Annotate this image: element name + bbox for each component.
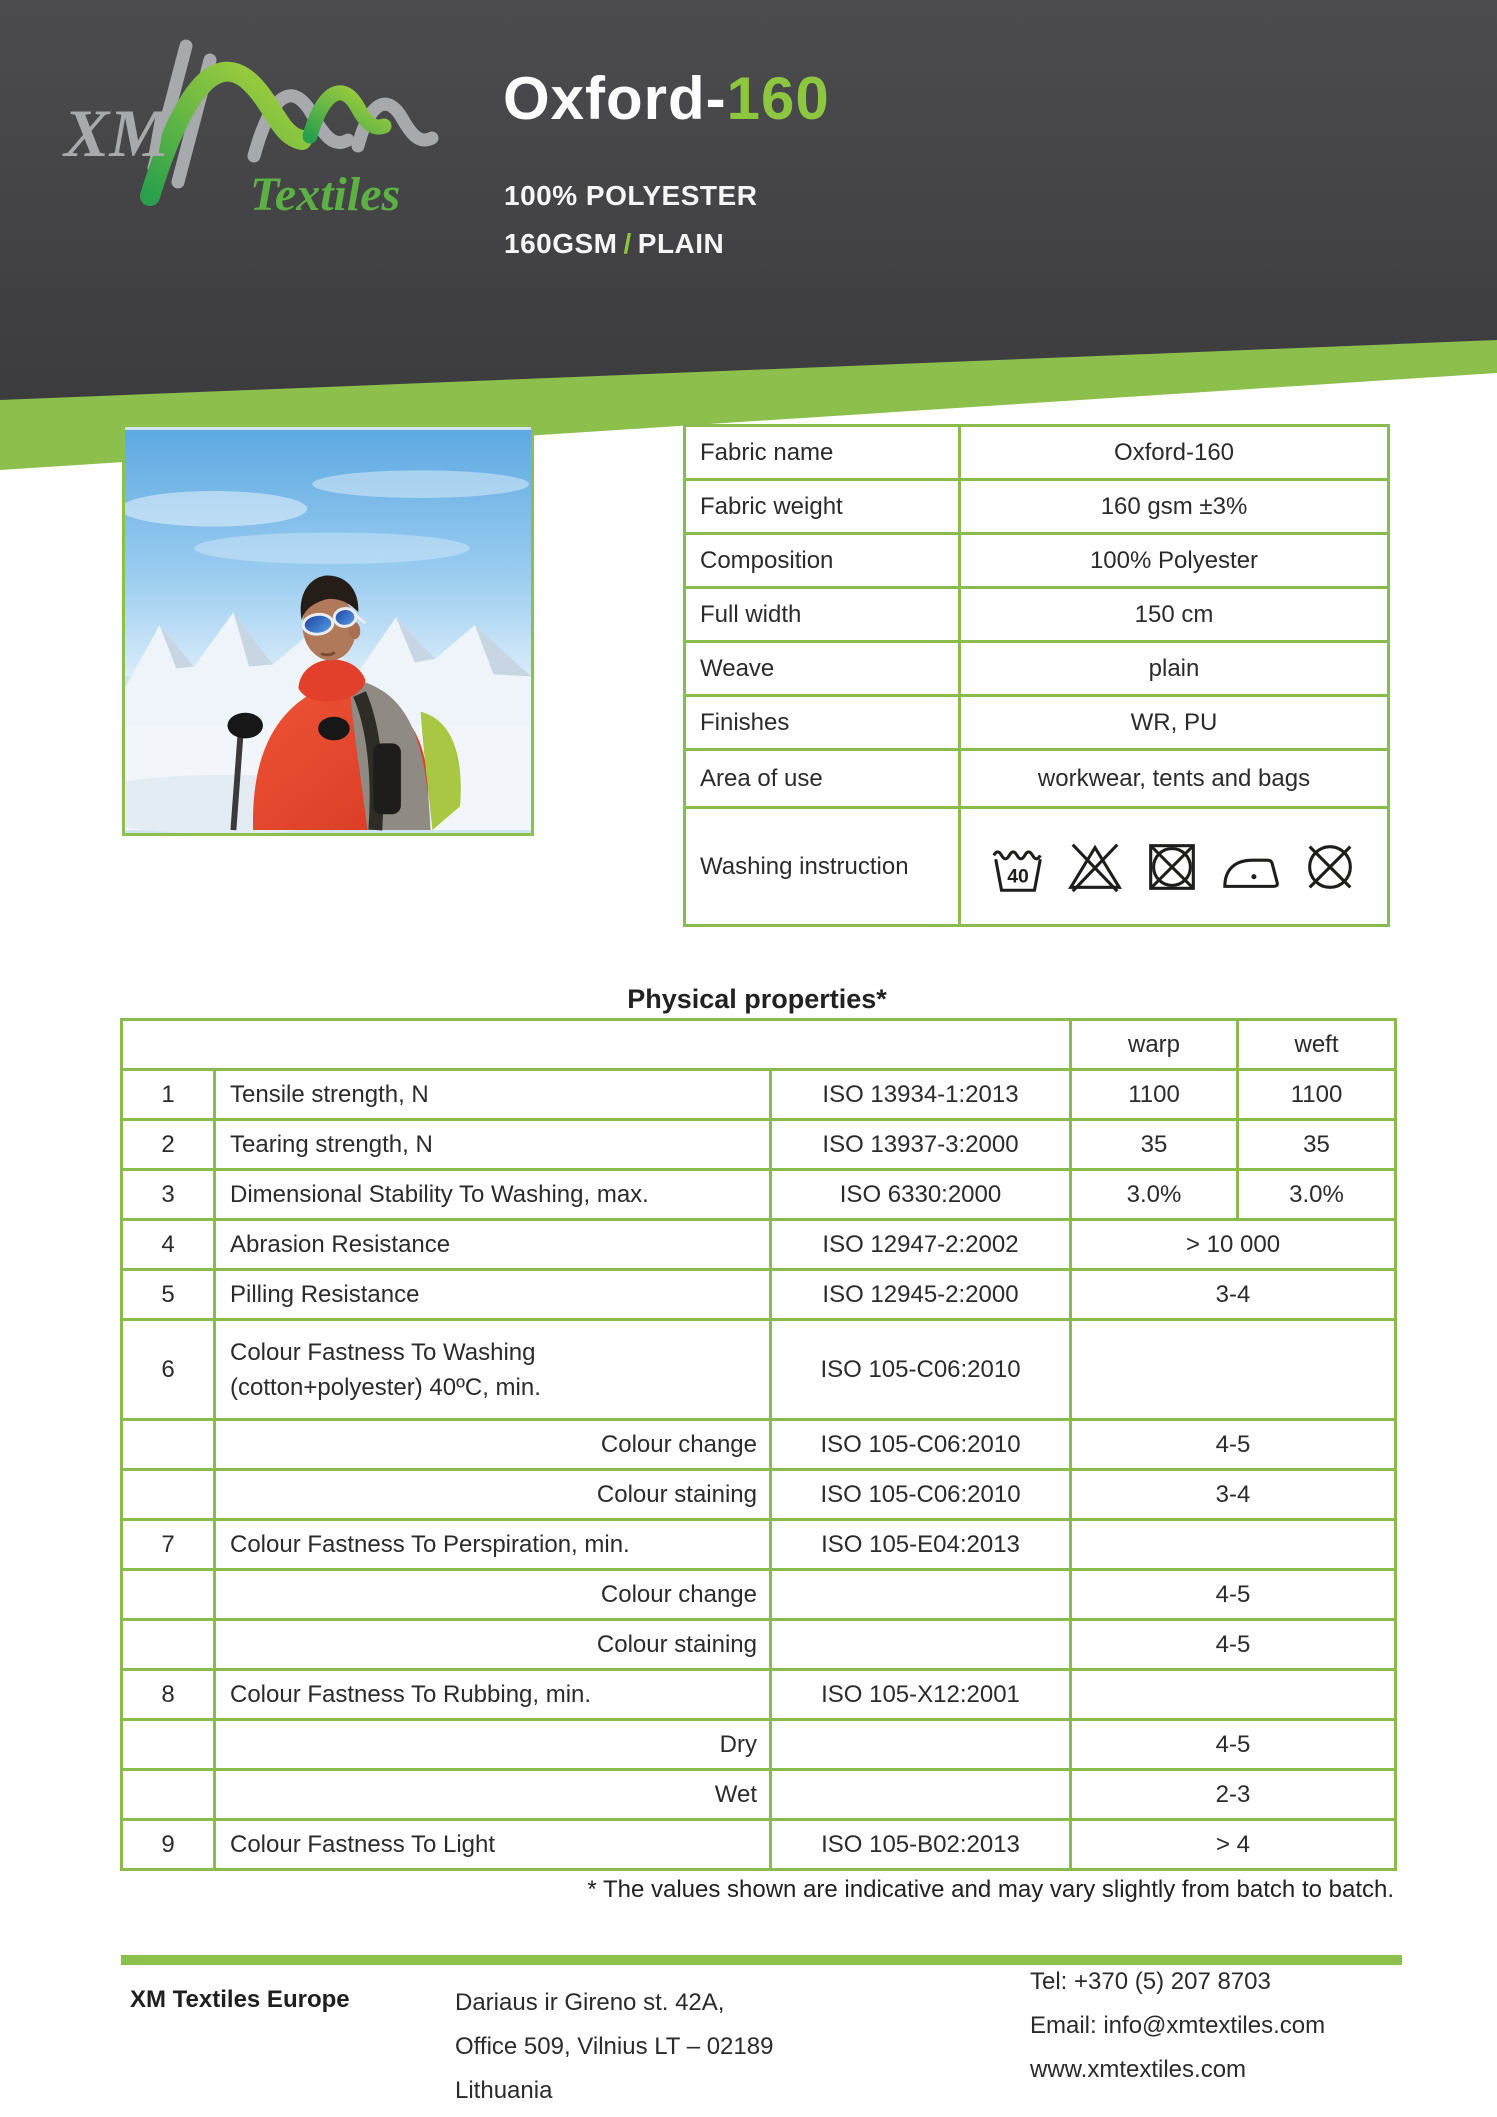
merged-value: 4-5 xyxy=(1071,1570,1396,1620)
merged-value xyxy=(1071,1320,1396,1420)
property-name: Abrasion Resistance xyxy=(215,1220,771,1270)
property-row xyxy=(122,1670,1396,1720)
fabric-label: Composition xyxy=(685,534,960,588)
phys-header-empty xyxy=(122,1020,1071,1070)
warp-value: 3.0% xyxy=(1071,1170,1238,1220)
fabric-value: 100% Polyester xyxy=(960,534,1389,588)
fabric-usage-photo xyxy=(122,424,534,836)
do-not-bleach-icon xyxy=(1064,836,1126,898)
test-standard: ISO 105-B02:2013 xyxy=(771,1820,1071,1870)
property-name: Dimensional Stability To Washing, max. xyxy=(215,1170,771,1220)
wash-temperature: 40 xyxy=(1007,865,1029,887)
fabric-label: Finishes xyxy=(685,696,960,750)
property-subrow xyxy=(122,1620,1396,1670)
subtitle-weight-weave xyxy=(504,228,724,260)
row-number xyxy=(122,1420,215,1470)
weft-value: 35 xyxy=(1238,1120,1396,1170)
merged-value xyxy=(1071,1520,1396,1570)
footer-telephone: Tel: +370 (5) 207 8703 xyxy=(1030,1968,1271,1995)
fabric-row xyxy=(685,696,1389,750)
property-name: Colour Fastness To Perspiration, min. xyxy=(215,1520,771,1570)
do-not-tumble-dry-icon xyxy=(1141,836,1203,898)
test-standard xyxy=(771,1620,1071,1670)
merged-value: 4-5 xyxy=(1071,1620,1396,1670)
fabric-row xyxy=(685,480,1389,534)
weft-value: 3.0% xyxy=(1238,1170,1396,1220)
merged-value: > 4 xyxy=(1071,1820,1396,1870)
row-number xyxy=(122,1570,215,1620)
merged-value: 4-5 xyxy=(1071,1420,1396,1470)
footer-website: www.xmtextiles.com xyxy=(1030,2056,1247,2083)
title-fabric-number: 160 xyxy=(726,65,830,132)
row-number xyxy=(122,1470,215,1520)
fabric-row xyxy=(685,750,1389,808)
warp-value: 1100 xyxy=(1071,1070,1238,1120)
subtitle-separator: / xyxy=(623,228,632,259)
property-name: Colour staining xyxy=(215,1620,771,1670)
test-standard xyxy=(771,1720,1071,1770)
warp-value: 35 xyxy=(1071,1120,1238,1170)
subtitle-weight: 160GSM xyxy=(504,228,618,259)
fabric-info-table xyxy=(683,424,1390,927)
property-name: Colour change xyxy=(215,1420,771,1470)
row-number: 8 xyxy=(122,1670,215,1720)
values-disclaimer: * The values shown are indicative and may vary slightly from batch to batch. xyxy=(587,1876,1394,1903)
physical-properties-title: Physical properties* xyxy=(627,984,887,1014)
page-title xyxy=(503,64,830,133)
property-row xyxy=(122,1520,1396,1570)
fabric-row xyxy=(685,534,1389,588)
property-subrow xyxy=(122,1770,1396,1820)
test-standard: ISO 12945-2:2000 xyxy=(771,1270,1071,1320)
merged-value: 3-4 xyxy=(1071,1470,1396,1520)
subtitle-weave: PLAIN xyxy=(637,228,725,259)
fabric-label: Area of use xyxy=(685,750,960,808)
phys-header-row xyxy=(122,1020,1396,1070)
merged-value xyxy=(1071,1670,1396,1720)
merged-value: 4-5 xyxy=(1071,1720,1396,1770)
test-standard: ISO 105-E04:2013 xyxy=(771,1520,1071,1570)
fabric-value: plain xyxy=(960,642,1389,696)
row-number: 2 xyxy=(122,1120,215,1170)
logo-textiles-text: Textiles xyxy=(250,168,401,218)
test-standard: ISO 105-C06:2010 xyxy=(771,1470,1071,1520)
property-row xyxy=(122,1170,1396,1220)
property-name: Pilling Resistance xyxy=(215,1270,771,1320)
fabric-label: Fabric weight xyxy=(685,480,960,534)
fabric-row-washing xyxy=(685,808,1389,926)
test-standard: ISO 13934-1:2013 xyxy=(771,1070,1071,1120)
fabric-label: Fabric name xyxy=(685,426,960,480)
subtitle-composition: 100% POLYESTER xyxy=(504,180,758,211)
row-number: 7 xyxy=(122,1520,215,1570)
fabric-label: Full width xyxy=(685,588,960,642)
row-number: 3 xyxy=(122,1170,215,1220)
merged-value: 2-3 xyxy=(1071,1770,1396,1820)
property-name: Colour staining xyxy=(215,1470,771,1520)
test-standard: ISO 105-C06:2010 xyxy=(771,1420,1071,1470)
footer-address-line2: Office 509, Vilnius LT – 02189 xyxy=(455,2033,774,2060)
property-row xyxy=(122,1120,1396,1170)
property-line-2: (cotton+polyester) 40ºC, min. xyxy=(230,1373,541,1401)
physical-properties-table xyxy=(120,1018,1397,1871)
col-header-weft: weft xyxy=(1238,1020,1396,1070)
footer-address-line1: Dariaus ir Gireno st. 42A, xyxy=(455,1989,725,2016)
iron-one-dot-icon xyxy=(1218,836,1284,898)
property-name xyxy=(215,1320,771,1420)
property-name: Tearing strength, N xyxy=(215,1120,771,1170)
property-name: Colour change xyxy=(215,1570,771,1620)
property-subrow xyxy=(122,1570,1396,1620)
property-subrow xyxy=(122,1470,1396,1520)
washing-icons xyxy=(961,836,1387,898)
test-standard xyxy=(771,1570,1071,1620)
fabric-row xyxy=(685,588,1389,642)
row-number xyxy=(122,1620,215,1670)
test-standard: ISO 105-C06:2010 xyxy=(771,1320,1071,1420)
merged-value: > 10 000 xyxy=(1071,1220,1396,1270)
row-number: 1 xyxy=(122,1070,215,1120)
xm-textiles-logo xyxy=(58,28,488,218)
property-row xyxy=(122,1320,1396,1420)
row-number: 6 xyxy=(122,1320,215,1420)
fabric-value: Oxford-160 xyxy=(960,426,1389,480)
washing-instruction-label: Washing instruction xyxy=(685,808,960,926)
footer-company-name: XM Textiles Europe xyxy=(130,1986,350,2013)
property-row xyxy=(122,1820,1396,1870)
property-row xyxy=(122,1270,1396,1320)
test-standard: ISO 13937-3:2000 xyxy=(771,1120,1071,1170)
wash-40-icon xyxy=(987,836,1049,898)
footer-address-line3: Lithuania xyxy=(455,2077,553,2104)
test-standard: ISO 6330:2000 xyxy=(771,1170,1071,1220)
col-header-warp: warp xyxy=(1071,1020,1238,1070)
property-name: Tensile strength, N xyxy=(215,1070,771,1120)
row-number xyxy=(122,1770,215,1820)
fabric-row xyxy=(685,642,1389,696)
property-name: Colour Fastness To Light xyxy=(215,1820,771,1870)
test-standard: ISO 12947-2:2002 xyxy=(771,1220,1071,1270)
do-not-dry-clean-icon xyxy=(1299,836,1361,898)
property-row xyxy=(122,1220,1396,1270)
skier-photo-illustration xyxy=(125,427,531,833)
property-name: Wet xyxy=(215,1770,771,1820)
footer-address xyxy=(455,1981,773,2113)
fabric-value: WR, PU xyxy=(960,696,1389,750)
logo-xm-text: XM xyxy=(64,95,170,171)
row-number xyxy=(122,1720,215,1770)
row-number: 5 xyxy=(122,1270,215,1320)
footer-contact xyxy=(1030,1960,1325,2092)
weft-value: 1100 xyxy=(1238,1070,1396,1120)
merged-value: 3-4 xyxy=(1071,1270,1396,1320)
fabric-row xyxy=(685,426,1389,480)
row-number: 9 xyxy=(122,1820,215,1870)
property-subrow xyxy=(122,1720,1396,1770)
property-row xyxy=(122,1070,1396,1120)
property-line-1: Colour Fastness To Washing xyxy=(230,1338,536,1366)
test-standard: ISO 105-X12:2001 xyxy=(771,1670,1071,1720)
footer-email: Email: info@xmtextiles.com xyxy=(1030,2012,1326,2039)
property-name: Colour Fastness To Rubbing, min. xyxy=(215,1670,771,1720)
property-name: Dry xyxy=(215,1720,771,1770)
row-number: 4 xyxy=(122,1220,215,1270)
title-fabric-name: Oxford- xyxy=(503,65,727,132)
fabric-label: Weave xyxy=(685,642,960,696)
property-subrow xyxy=(122,1420,1396,1470)
test-standard xyxy=(771,1770,1071,1820)
fabric-value: 160 gsm ±3% xyxy=(960,480,1389,534)
fabric-value: workwear, tents and bags xyxy=(960,750,1389,808)
fabric-value: 150 cm xyxy=(960,588,1389,642)
